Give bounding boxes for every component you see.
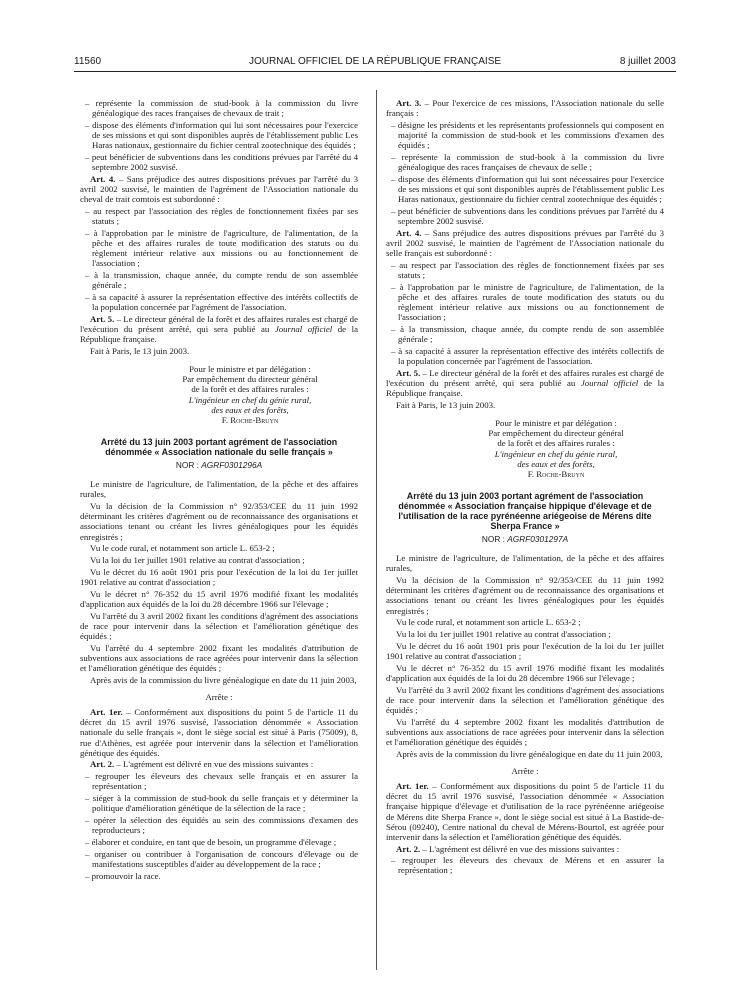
- signatory-name: F. Roche-Bruyn: [527, 468, 585, 479]
- list-item: – dispose des éléments d'information qui lui sont nécessaires pour l'exercice de ses missions et qui sont disponibles auprès de l'établissement public Les Haras nationaux, gestionnaire du fichier central zootechnique des équidés ;: [391, 173, 664, 205]
- issue-date: 8 juillet 2003: [619, 56, 676, 67]
- visa: Vu l'arrêté du 4 septembre 2002 fixant les modalités d'attribution de subventions aux associations de race agréées pour intervenir dans la sélection et l'amélioration génétique des équidés ;: [386, 716, 664, 747]
- signatory-name: F. Roche-Bruyn: [221, 414, 279, 425]
- list-item: – à la transmission, chaque année, du compte rendu de son assemblée générale ;: [391, 324, 664, 345]
- article-3: Art. 3. – Pour l'exercice de ces missions, l'Association nationale du selle français :: [386, 98, 664, 119]
- article-label: Art. 5.: [396, 367, 421, 378]
- visa: Après avis de la commission du livre généalogique en date du 11 juin 2003,: [90, 674, 357, 685]
- signature-line: Pour le ministre et par délégation :: [189, 364, 311, 375]
- article-label: Art. 4.: [90, 173, 116, 184]
- list-item: – au respect par l'association des règles de fonctionnement fixées par ses statuts ;: [85, 205, 358, 227]
- visa: Après avis de la commission du livre généalogique en date du 11 juin 2003,: [396, 748, 663, 759]
- signature-line: Par empêchement du directeur général: [182, 374, 318, 385]
- visa: Vu l'arrêté du 3 avril 2002 fixant les conditions d'agrément des associations de race pour intervenir dans la sélection et l'amélioration génétique des équidés ;: [386, 684, 664, 715]
- visa: Vu l'arrêté du 3 avril 2002 fixant les conditions d'agrément des associations de race pour intervenir dans la sélection et l'amélioration génétique des équidés ;: [80, 610, 358, 641]
- preamble: Le ministre de l'agriculture, de l'alimentation, de la pêche et des affaires rurales,: [80, 479, 358, 500]
- left-column: [80, 98, 358, 882]
- article-label: Art. 1er.: [90, 707, 123, 718]
- list-item: – promouvoir la race.: [85, 870, 161, 881]
- visa: Vu le décret n° 76-352 du 15 avril 1976 modifié fixant les modalités d'application aux équidés de la loi du 28 décembre 1966 sur l'élevage ;: [80, 588, 358, 609]
- list-item: – à l'approbation par le ministre de l'agriculture, de l'alimentation, de la pêche et des affaires rurales de toute modification des statuts ou du règlement intérieur relative aux missions ou au fonctionnement de l'association ;: [85, 227, 358, 269]
- list-item: – au respect par l'association des règles de fonctionnement fixées par ses statuts ;: [391, 259, 664, 281]
- list-item: – représente la commission de stud-book à la commission du livre généalogique des races françaises de chevaux de selle ;: [391, 151, 664, 173]
- article-label: Art. 4.: [396, 227, 422, 238]
- article-5: Art. 5. – Le directeur général de la forêt et des affaires rurales est chargé de l'exécution du présent arrêté, qui sera publié au Journal officiel de la République française.: [386, 367, 664, 399]
- list-item: – désigne les présidents et les représentants professionnels qui composent en majorité la commission de stud-book et les commissions d'examen des équidés ;: [391, 119, 664, 151]
- signature-line: de la forêt et des affaires rurales :: [497, 438, 615, 449]
- arrete-heading: Arrête :: [511, 765, 539, 776]
- list-item: – regrouper les éleveurs des chevaux de Mérens et en assurer la représentation ;: [391, 855, 664, 876]
- signature-line: Pour le ministre et par délégation :: [495, 418, 617, 429]
- list-item: – à l'approbation par le ministre de l'agriculture, de l'alimentation, de la pêche et des affaires rurales de toute modification des statuts ou du règlement intérieur relative aux missions ou au fonctionnement de l'association ;: [391, 281, 664, 323]
- column-divider: [376, 90, 377, 970]
- list-item: – regrouper les éleveurs des chevaux selle français et en assurer la représentation ;: [85, 771, 358, 792]
- article-label: Art. 2.: [396, 843, 421, 854]
- signature-title: des eaux et des forêts,: [517, 458, 595, 469]
- visa: Vu le code rural, et notamment son article L. 653-2 ;: [396, 617, 581, 628]
- page-number: 11560: [74, 56, 102, 67]
- visa: Vu le décret du 16 août 1901 pris pour l'exécution de la loi du 1er juillet 1901 relative au contrat d'association ;: [80, 566, 358, 587]
- decree-title: Arrêté du 13 juin 2003 portant agrément de l'association dénommée « Association française hippique d'élevage et de l'utilisation de la race pyrénéenne ariégeoise de Mérens dite Sherpa France »: [398, 491, 652, 531]
- list-item: – organiser ou contribuer à l'organisation de concours d'élevage ou de manifestations susceptibles d'aider au développement de la race ;: [85, 848, 358, 869]
- list-item: – peut bénéficier de subventions dans les conditions prévues par l'arrêté du 4 septembre 2002 susvisé.: [85, 151, 358, 173]
- article-label: Art. 5.: [90, 313, 115, 324]
- visa: Vu la décision de la Commission n° 92/353/CEE du 11 juin 1992 déterminant les critères d'agrément ou de reconnaissance des organisations et associations tenant ou créant les livres généalogiques pour les équidés enregistrés ;: [80, 501, 358, 542]
- visa: Vu le code rural, et notamment son article L. 653-2 ;: [90, 543, 275, 554]
- article-4: Art. 4. – Sans préjudice des autres dispositions prévues par l'arrêté du 3 avril 2002 susvisé, le maintien de l'agrément de l'Association nationale du cheval de trait comtois est subordonné :: [80, 173, 358, 205]
- visa: Vu la loi du 1er juillet 1901 relative au contrat d'association ;: [396, 629, 611, 640]
- list-item: – représente la commission de stud-book à la commission du livre généalogique des races françaises de chevaux de trait ;: [85, 98, 358, 119]
- visa: Vu la loi du 1er juillet 1901 relative au contrat d'association ;: [90, 555, 305, 566]
- decree-title: Arrêté du 13 juin 2003 portant agrément de l'association dénommée « Association nationale du selle français »: [100, 437, 338, 458]
- nor-reference: NOR : AGRF0301296A: [175, 460, 263, 471]
- list-item: – à sa capacité à assurer la représentation effective des intérêts collectifs de la population concernée par l'agrément de l'association.: [391, 345, 664, 367]
- header-rule: [74, 71, 676, 72]
- visa: Vu le décret du 16 août 1901 pris pour l'exécution de la loi du 1er juillet 1901 relative au contrat d'association ;: [386, 640, 664, 661]
- signature-line: Par empêchement du directeur général: [488, 428, 624, 439]
- signature-line: de la forêt et des affaires rurales :: [191, 384, 309, 395]
- nor-reference: NOR : AGRF0301297A: [481, 534, 569, 544]
- place-date: Fait à Paris, le 13 juin 2003.: [90, 345, 190, 356]
- article-5: Art. 5. – Le directeur général de la forêt et des affaires rurales est chargé de l'exécution du présent arrêté, qui sera publié au Journal officiel de la République française.: [80, 313, 358, 345]
- article-2: Art. 2. – L'agrément est délivré en vue des missions suivantes :: [396, 843, 620, 854]
- signature-title: L'ingénieur en chef du génie rural,: [494, 448, 618, 459]
- journal-title: JOURNAL OFFICIEL DE LA RÉPUBLIQUE FRANÇAISE: [248, 56, 502, 67]
- list-item: – siéger à la commission de stud-book du selle français et y déterminer la politique d'amélioration génétique de la sélection de la race ;: [85, 793, 358, 814]
- right-column: [386, 98, 664, 877]
- article-1: Art. 1er. – Conformément aux dispositions du point 5 de l'article 11 du décret du 15 avril 1976 susvisé, l'association dénommée « Association française hippique d'élevage et d'utilisation de la race pyrénéenne ariégeoise de Mérens dite Sherpa France », dont le siège social est situé à La Bastide-de-Sérou (09240), Centre national du cheval de Mérens-Bourtol, est agréée pour intervenir dans la sélection et l'amélioration génétique des équidés.: [386, 781, 664, 842]
- list-item: – élaborer et conduire, en tant que de besoin, un programme d'élevage ;: [85, 836, 337, 847]
- list-item: – à sa capacité à assurer la représentation effective des intérêts collectifs de la population concernée par l'agrément de l'association.: [85, 291, 358, 313]
- preamble: Le ministre de l'agriculture, de l'alimentation, de la pêche et des affaires rurales,: [386, 553, 664, 574]
- list-item: – à la transmission, chaque année, du compte rendu de son assemblée générale ;: [85, 270, 358, 291]
- article-4: Art. 4. – Sans préjudice des autres dispositions prévues par l'arrêté du 3 avril 2002 susvisé, le maintien de l'agrément de l'Association nationale du selle français est subordonné :: [386, 227, 664, 259]
- article-label: Art. 1er.: [396, 781, 429, 792]
- article-1: Art. 1er. – Conformément aux dispositions du point 5 de l'article 11 du décret du 15 avril 1976 susvisé, l'association dénommée « Association nationale du selle français », dont le siège social est situé à Paris (75009), 8, rue d'Athènes, est agréée pour intervenir dans la sélection et l'amélioration génétique des équidés.: [80, 707, 358, 758]
- visa: Vu le décret n° 76-352 du 15 avril 1976 modifié fixant les modalités d'application aux équidés de la loi du 28 décembre 1966 sur l'élevage ;: [386, 662, 664, 683]
- list-item: – peut bénéficier de subventions dans les conditions prévues par l'arrêté du 4 septembre 2002 susvisé.: [391, 205, 664, 227]
- signature-title: des eaux et des forêts,: [211, 404, 289, 415]
- list-item: – dispose des éléments d'information qui lui sont nécessaires pour l'exercice de ses missions et qui sont disponibles auprès de l'établissement public Les Haras nationaux, gestionnaire du fichier central zootechnique des équidés ;: [85, 119, 358, 151]
- page-header: [74, 56, 676, 70]
- article-2: Art. 2. – L'agrément est délivré en vue des missions suivantes :: [90, 759, 314, 770]
- place-date: Fait à Paris, le 13 juin 2003.: [396, 399, 496, 410]
- visa: Vu l'arrêté du 4 septembre 2002 fixant les modalités d'attribution de subventions aux associations de race agréées pour intervenir dans la sélection et l'amélioration génétique des équidés ;: [80, 642, 358, 673]
- article-label: Art. 2.: [90, 759, 115, 770]
- article-label: Art. 3.: [396, 98, 422, 108]
- list-item: – opérer la sélection des équidés au sein des commissions d'examen des reproducteurs ;: [85, 815, 358, 836]
- visa: Vu la décision de la Commission n° 92/353/CEE du 11 juin 1992 déterminant les critères d'agrément ou de reconnaissance des organisations et associations tenant ou créant les livres généalogiques pour les équidés enregistrés ;: [386, 575, 664, 616]
- arrete-heading: Arrête :: [205, 691, 233, 702]
- signature-title: L'ingénieur en chef du génie rural,: [188, 394, 312, 405]
